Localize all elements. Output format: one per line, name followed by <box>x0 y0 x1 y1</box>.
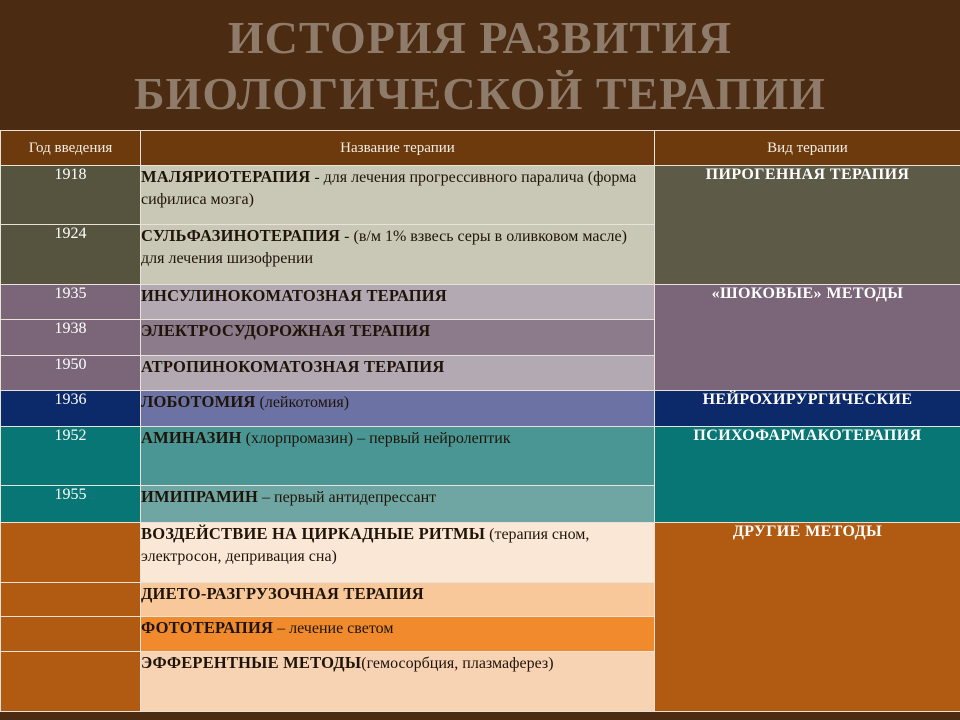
therapy-name-bold: ФОТОТЕРАПИЯ <box>141 618 274 637</box>
therapy-type-neurosurgical: НЕЙРОХИРУРГИЧЕСКИЕ <box>655 391 960 427</box>
year-cell: 1952 <box>1 427 141 486</box>
therapy-name-desc: - для лечения прогрессивного паралича (форма сифилиса мозга) <box>141 169 637 208</box>
therapy-name-cell <box>141 427 655 486</box>
therapy-name-bold: ИМИПРАМИН <box>141 487 259 506</box>
header-name: Название терапии <box>141 131 655 166</box>
table-row <box>1 427 960 486</box>
table-row <box>1 166 960 225</box>
table-row <box>1 523 960 583</box>
therapy-name-desc: (хлорпромазин) – первый нейролептик <box>241 430 511 447</box>
therapy-name-bold: МАЛЯРИОТЕРАПИЯ <box>141 167 311 186</box>
year-cell: 1924 <box>1 225 141 285</box>
year-cell: 1918 <box>1 166 141 225</box>
therapy-name-cell <box>141 285 655 320</box>
therapy-name-bold: АМИНАЗИН <box>141 428 242 447</box>
header-type: Вид терапии <box>655 131 960 166</box>
year-cell <box>1 617 141 652</box>
therapy-name-cell <box>141 391 655 427</box>
therapy-name-bold: СУЛЬФАЗИНОТЕРАПИЯ <box>141 226 341 245</box>
year-cell: 1935 <box>1 285 141 320</box>
therapy-name-bold: ИНСУЛИНОКОМАТОЗНАЯ ТЕРАПИЯ <box>141 286 447 305</box>
year-cell <box>1 583 141 617</box>
table-row <box>1 391 960 427</box>
year-cell <box>1 652 141 712</box>
therapy-name-bold: ЛОБОТОМИЯ <box>141 392 256 411</box>
therapy-name-cell <box>141 583 655 617</box>
therapy-name-cell <box>141 486 655 523</box>
therapy-name-desc: - (в/м 1% взвесь серы в оливковом масле) для лечения шизофрении <box>141 228 627 267</box>
therapy-name-desc: (терапия сном, электросон, депривация сна) <box>141 526 590 565</box>
therapy-name-desc: (гемосорбция, плазмаферез) <box>361 655 554 672</box>
therapy-name-bold: ДИЕТО-РАЗГРУЗОЧНАЯ ТЕРАПИЯ <box>141 584 424 603</box>
title-line-1: ИСТОРИЯ РАЗВИТИЯ <box>227 12 733 63</box>
year-cell <box>1 523 141 583</box>
therapy-name-cell <box>141 523 655 583</box>
therapy-name-bold: ЭЛЕКТРОСУДОРОЖНАЯ ТЕРАПИЯ <box>141 321 431 340</box>
page-title <box>0 10 960 128</box>
therapy-type-other: ДРУГИЕ МЕТОДЫ <box>655 523 960 712</box>
title-line-2: БИОЛОГИЧЕСКОЙ ТЕРАПИИ <box>134 68 826 119</box>
year-cell: 1936 <box>1 391 141 427</box>
table-row <box>1 285 960 320</box>
therapy-name-cell <box>141 356 655 391</box>
therapy-name-bold: ВОЗДЕЙСТВИЕ НА ЦИРКАДНЫЕ РИТМЫ <box>141 524 486 543</box>
therapy-type-psychopharm: ПСИХОФАРМАКОТЕРАПИЯ <box>655 427 960 523</box>
therapy-name-cell <box>141 652 655 712</box>
therapy-name-cell <box>141 617 655 652</box>
therapy-name-desc: (лейкотомия) <box>255 394 350 411</box>
year-cell: 1955 <box>1 486 141 523</box>
therapy-type-pyrogenic: ПИРОГЕННАЯ ТЕРАПИЯ <box>655 166 960 285</box>
year-cell: 1950 <box>1 356 141 391</box>
therapy-name-bold: ЭФФЕРЕНТНЫЕ МЕТОДЫ <box>141 653 362 672</box>
therapy-name-cell <box>141 320 655 356</box>
therapy-name-bold: АТРОПИНОКОМАТОЗНАЯ ТЕРАПИЯ <box>141 357 445 376</box>
year-cell: 1938 <box>1 320 141 356</box>
therapy-name-desc: – лечение светом <box>273 620 394 637</box>
table-header-row <box>1 131 960 166</box>
therapy-history-table <box>0 130 960 712</box>
therapy-name-cell <box>141 225 655 285</box>
therapy-type-shock: «ШОКОВЫЕ» МЕТОДЫ <box>655 285 960 391</box>
therapy-name-desc: – первый антидепрессант <box>258 489 437 506</box>
header-year: Год введения <box>1 131 141 166</box>
therapy-name-cell <box>141 166 655 225</box>
